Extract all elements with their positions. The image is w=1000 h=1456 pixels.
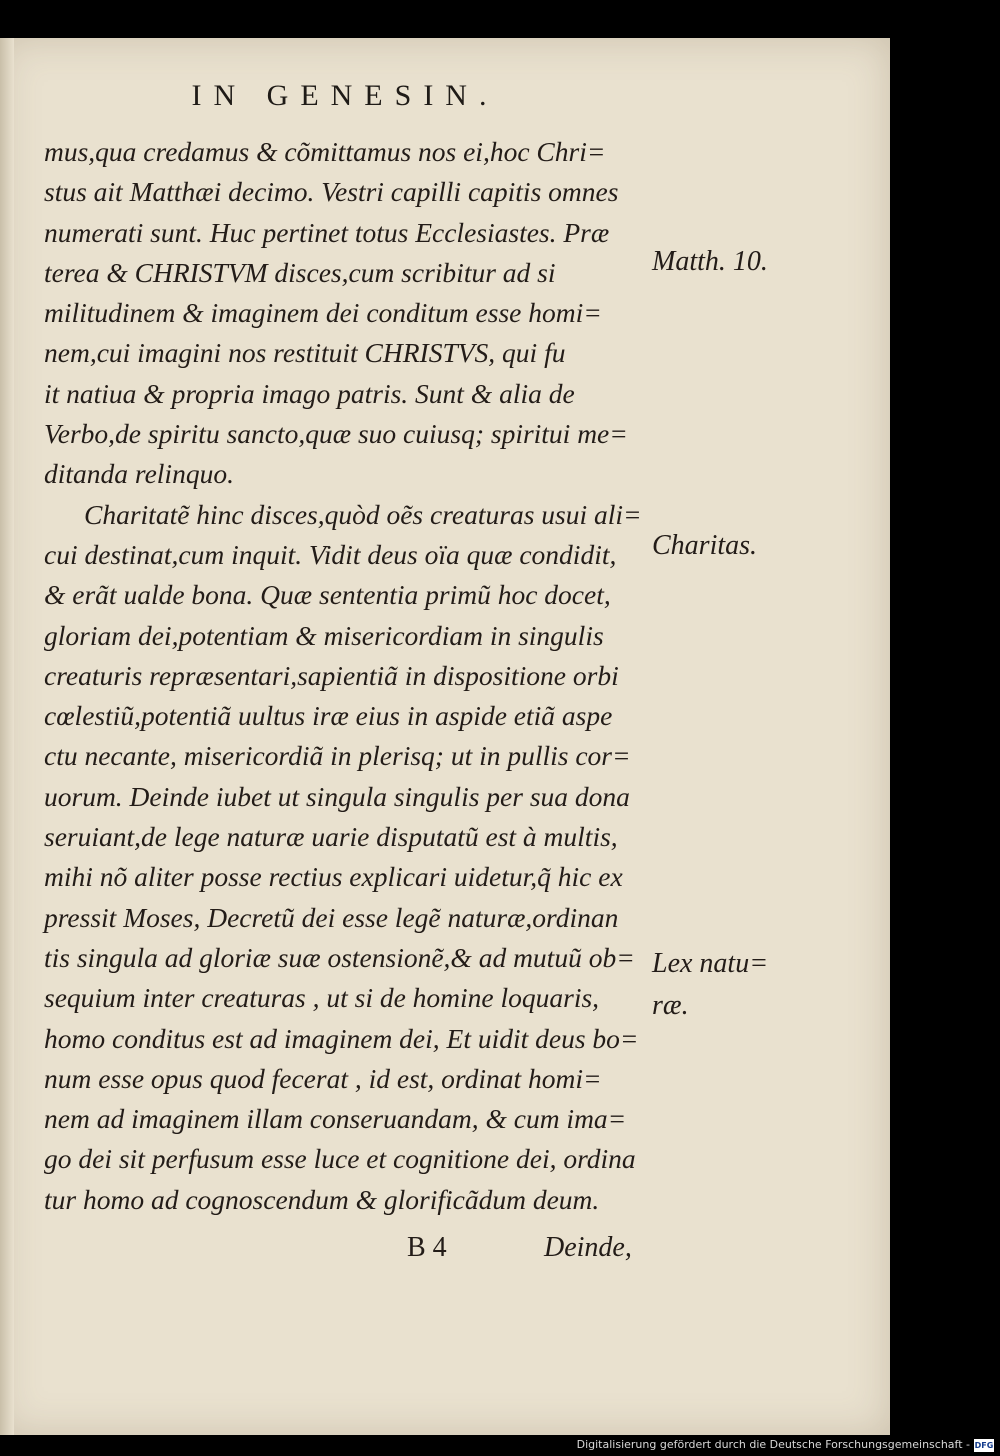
text-line: homo conditus est ad imaginem dei, Et uidit deus bo= <box>44 1022 639 1054</box>
text-line: it natiua & propria imago patris. Sunt & alia de <box>44 377 575 409</box>
text-line: mus,qua credamus & cõmittamus nos ei,hoc Chri= <box>44 136 606 167</box>
text-line: cui destinat,cum inquit. Vidit deus oïa quæ condidit, <box>44 538 617 570</box>
credit-bar <box>0 1436 1000 1456</box>
text-line: tis singula ad gloriæ suæ ostensionẽ,& ad mutuũ ob= <box>44 941 635 973</box>
body-text <box>44 132 644 1220</box>
margin-note-matth: Matth. 10. <box>652 246 768 277</box>
running-title <box>0 79 890 113</box>
text-line: ctu necante, misericordiã in plerisq; ut in pullis cor= <box>44 740 631 772</box>
text-line: Charitatẽ hinc disces,quòd oẽs creaturas usui ali= <box>84 498 642 530</box>
text-line: creaturis repræsentari,sapientiã in dispositione orbi <box>44 659 619 691</box>
text-line: num esse opus quod fecerat , id est, ordinat homi= <box>44 1062 602 1094</box>
credit-text: Digitalisierung gefördert durch die Deutsche Forschungsgemeinschaft - <box>576 1438 970 1451</box>
text-line: stus ait Matthæi decimo. Vestri capilli capitis omnes <box>44 176 619 208</box>
text-line: militudinem & imaginem dei conditum esse homi= <box>44 297 602 329</box>
text-line: Verbo,de spiritu sancto,quæ suo cuiusq; spiritui me= <box>44 418 628 450</box>
text-line: pressit Moses, Decretũ dei esse legẽ naturæ,ordinan <box>44 901 619 933</box>
text-line: go dei sit perfusum esse luce et cognitione dei, ordina <box>44 1143 636 1175</box>
text-line: mihi nõ aliter posse rectius explicari uidetur,q̃ hic ex <box>44 861 623 893</box>
text-line: nem,cui imagini nos restituit CHRISTVS, qui fu <box>44 337 566 369</box>
text-line: seruiant,de lege naturæ uarie disputatũ est à multis, <box>44 821 618 853</box>
text-line: & erãt ualde bona. Quæ sententia primũ hoc docet, <box>44 579 611 611</box>
catchword: Deinde, <box>544 1232 632 1263</box>
running-title-text: IN GENESIN. <box>191 79 499 112</box>
margin-note-lex-line-1: Lex natu= <box>652 948 769 979</box>
text-line: cœlestiũ,potentiã uultus iræ eius in aspide etiã aspe <box>44 700 613 732</box>
text-line: uorum. Deinde iubet ut singula singulis per sua dona <box>44 780 630 812</box>
margin-note-lex-line-2: ræ. <box>652 990 689 1021</box>
text-line: tur homo ad cognoscendum & glorificãdum deum. <box>44 1183 600 1215</box>
dfg-logo: DFG <box>974 1441 994 1450</box>
signature-mark: B 4 <box>407 1232 447 1263</box>
text-line: numerati sunt. Huc pertinet totus Ecclesiastes. Præ <box>44 216 610 248</box>
text-line: ditanda relinquo. <box>44 458 234 490</box>
margin-note-charitas: Charitas. <box>652 530 758 561</box>
text-line: gloriam dei,potentiam & misericordiam in singulis <box>44 619 604 651</box>
text-line: nem ad imaginem illam conseruandam, & cum ima= <box>44 1103 627 1135</box>
page-gutter <box>0 38 14 1435</box>
text-line: sequium inter creaturas , ut si de homine loquaris, <box>44 982 600 1014</box>
text-line: terea & CHRISTVM disces,cum scribitur ad si <box>44 256 556 288</box>
